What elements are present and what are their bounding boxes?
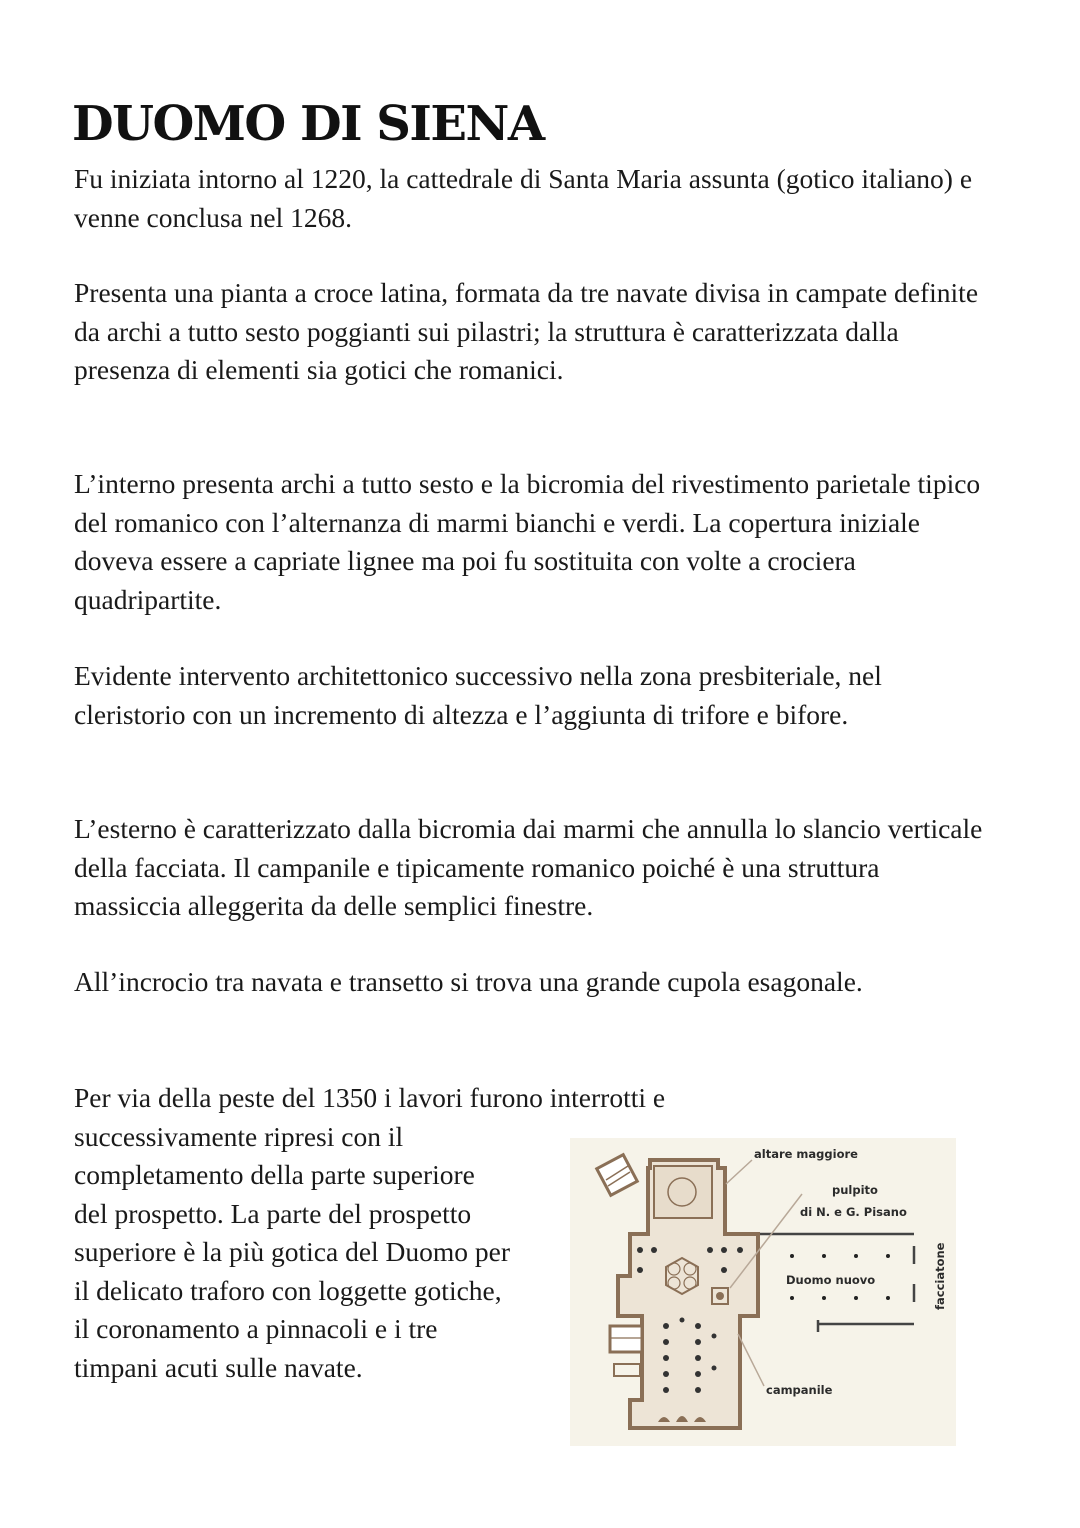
label-altare-maggiore: altare maggiore [754, 1147, 858, 1161]
choir-block [654, 1166, 712, 1218]
side-chapel [610, 1326, 642, 1352]
paragraph-floor-plan: Presenta una pianta a croce latina, formata da tre navate divisa in campate definite da archi a tutto sesto poggianti sui pilastri; la struttura è caratterizzata dalla presenza di elementi sia gotici che romanici. [74, 277, 979, 385]
paragraph-plague-first-line: Per via della peste del 1350 i lavori furono interrotti e [74, 1082, 666, 1113]
document-title: DUOMO DI SIENA [72, 96, 544, 152]
paragraph-exterior: L’esterno è caratterizzato dalla bicromia dai marmi che annulla lo slancio verticale della facciata. Il campanile e tipicamente romanico poiché è una struttura massiccia alleggerita da delle semplici finestre. [74, 813, 983, 921]
paragraph-dome: All’incrocio tra navata e transetto si trova una grande cupola esagonale. [74, 966, 863, 997]
paragraph-interior: L’interno presenta archi a tutto sesto e la bicromia del rivestimento parietale tipico del romanico con l’alternanza di marmi bianchi e verdi. La copertura iniziale doveva essere a capriate lignee ma poi fu sostituita con volte a crociera quadripartite. [74, 468, 981, 615]
paragraph-dates: Fu iniziata intorno al 1220, la cattedrale di Santa Maria assunta (gotico italiano) e venne conclusa nel 1268. [74, 163, 973, 233]
paragraph-presbytery: Evidente intervento architettonico successivo nella zona presbiteriale, nel cleristorio con un incremento di altezza e l’aggiunta di trifore e bifore. [74, 660, 882, 730]
floor-plan-drawing [570, 1138, 956, 1446]
label-pulpito-pisano: di N. e G. Pisano [800, 1205, 907, 1219]
floor-plan-figure [570, 1138, 956, 1446]
paragraph-plague [74, 1079, 666, 1387]
label-duomo-nuovo: Duomo nuovo [786, 1273, 876, 1287]
paragraph-plague-rest: successivamente ripresi con il completamento della parte superiore del prospetto. La parte del prospetto superiore è la più gotica del Duomo per il delicato traforo con loggette gotiche, il coronamento a pinnacoli e i tre timpani acuti sulle navate. [74, 1120, 511, 1383]
label-pulpito: pulpito [832, 1183, 878, 1197]
label-campanile: campanile [766, 1383, 833, 1397]
label-facciatone: facciatone [933, 1242, 947, 1310]
